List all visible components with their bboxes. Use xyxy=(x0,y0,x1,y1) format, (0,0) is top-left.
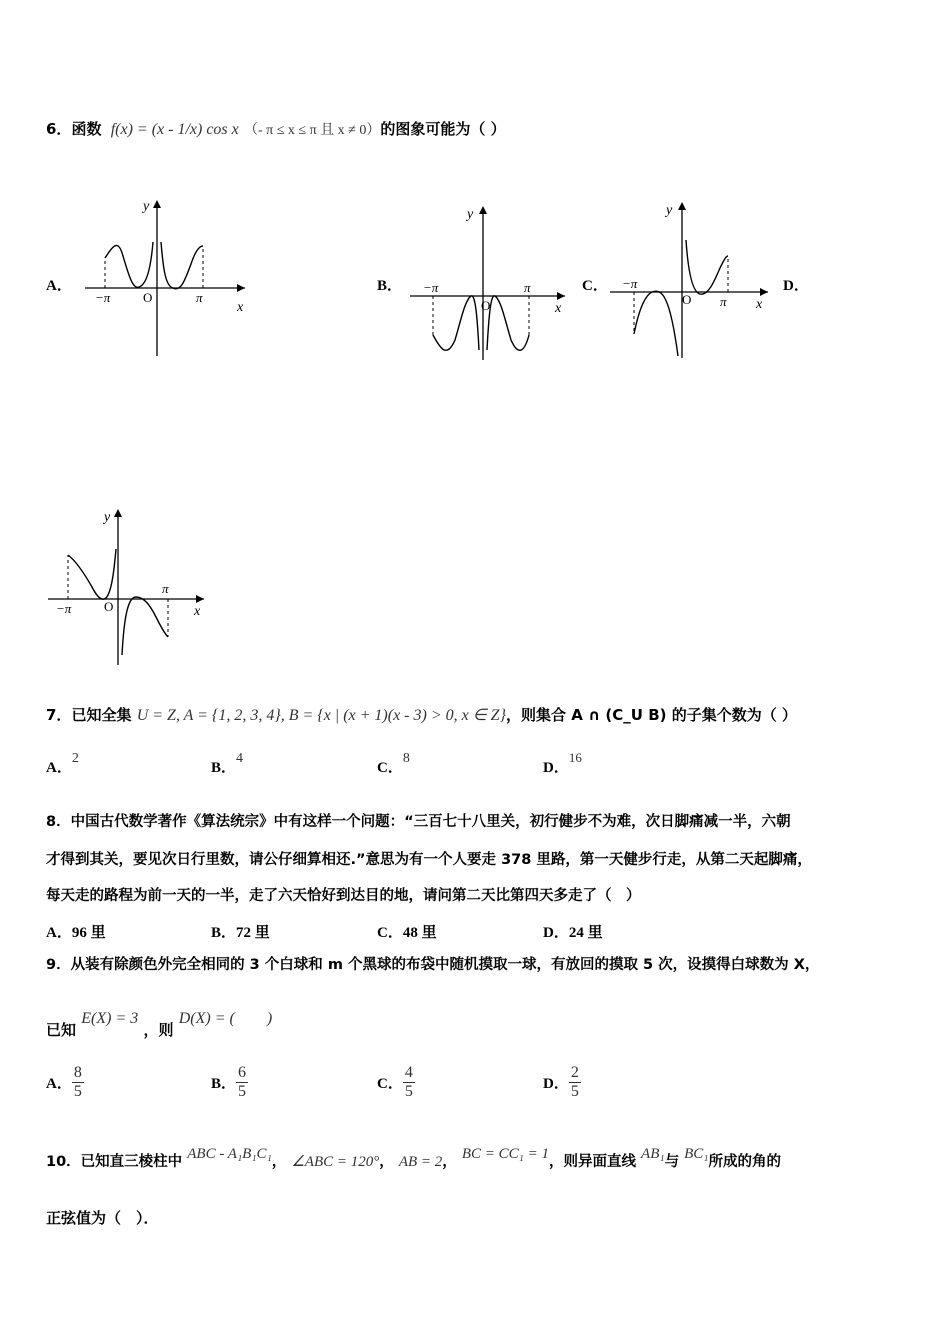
q10-with: 与 xyxy=(664,1154,680,1170)
q6-prefix: 函数 xyxy=(71,120,102,138)
q6-option-c-label: C． xyxy=(582,278,608,294)
q9-line2-mid: ，则 xyxy=(143,1021,174,1039)
graph-d-pi: π xyxy=(162,581,169,596)
q6-domain: （- π ≤ x ≤ π 且 x ≠ 0） xyxy=(243,123,381,138)
q7-option-a-value: 2 xyxy=(71,751,79,766)
q7-option-d-label: D． xyxy=(543,760,569,776)
graph-a-y-label: y xyxy=(143,199,150,214)
q8-option-c[interactable] xyxy=(377,921,437,942)
q7-suffix: ，则集合 A ∩ (C_U B) 的子集个数为（ ） xyxy=(505,706,797,724)
q10-mid: ，则异面直线 xyxy=(548,1154,636,1170)
graph-c-neg-pi: −π xyxy=(622,276,638,291)
graph-c-y-label: y xyxy=(666,203,673,218)
q9-option-d-fraction xyxy=(569,1064,581,1101)
q9-option-d[interactable] xyxy=(543,1064,581,1101)
q10-stem: 10．已知直三棱柱中 ABC - A₁B₁C₁， ∠ABC = 120°， AB = 2， BC = CC₁ = 1，则异面直线 AB₁与 BC₁所成的角的 xyxy=(46,1146,782,1170)
q8-option-d[interactable] xyxy=(543,921,603,942)
q7-option-b[interactable] xyxy=(211,751,244,777)
q7-option-d[interactable] xyxy=(543,750,582,777)
q10-end: 所成的角的 xyxy=(708,1154,782,1170)
q8-option-d-value: 24 里 xyxy=(568,925,603,941)
q10-line-b: BC₁ xyxy=(684,1146,709,1162)
q9-option-d-label: D． xyxy=(543,1076,569,1092)
q10-line-a: AB₁ xyxy=(641,1146,665,1162)
q8-option-d-label: D． xyxy=(543,925,569,941)
q6-option-b-label: B． xyxy=(377,278,403,294)
q8-option-b-value: 72 里 xyxy=(236,925,270,941)
q10-cond2: AB = 2 xyxy=(398,1154,443,1170)
q8-line-1: 8．中国古代数学著作《算法统宗》中有这样一个问题：“三百七十八里关，初行健步不为难，次日脚痛减一半，六朝 xyxy=(46,814,791,830)
q8-option-a-value: 96 里 xyxy=(71,925,106,941)
q7-option-c[interactable] xyxy=(377,751,410,777)
q9-option-a-den: 5 xyxy=(73,1083,82,1100)
q9-line-1: 9．从装有除颜色外完全相同的 3 个白球和 m 个黑球的布袋中随机摸取一球，有放回的摸取 5 次，设摸得白球数为 X， xyxy=(46,957,820,973)
graph-b-neg-pi: −π xyxy=(423,280,439,295)
q6-stem xyxy=(46,118,506,139)
q8-option-c-label: C． xyxy=(377,925,403,941)
graph-d-y-label: y xyxy=(104,510,111,525)
q6-option-a-label: A． xyxy=(46,278,72,294)
q8-option-a[interactable] xyxy=(46,921,106,942)
q9-option-b-fraction xyxy=(236,1064,248,1101)
q9-option-a-num: 8 xyxy=(73,1064,82,1081)
q6-suffix: 的图象可能为（ ） xyxy=(380,120,506,138)
q7-option-b-label: B． xyxy=(211,760,237,776)
q8-line-3: 每天走的路程为前一天的一半，走了六天恰好到达目的地，请问第二天比第四天多走了（ ） xyxy=(46,888,641,904)
q6-option-d-label: D． xyxy=(783,278,809,294)
graph-a-pi: π xyxy=(196,290,203,305)
q9-line2-prefix: 已知 xyxy=(46,1021,77,1039)
q7-option-a-label: A． xyxy=(46,760,72,776)
graph-a xyxy=(85,196,265,358)
graph-c-pi: π xyxy=(720,294,727,309)
q9-variance: D(X) = ( ) xyxy=(178,1010,273,1027)
q9-option-b-num: 6 xyxy=(238,1064,247,1081)
q9-option-c-den: 5 xyxy=(404,1083,413,1100)
graph-d-origin: O xyxy=(104,599,114,614)
graph-c-x-label: x xyxy=(756,297,763,312)
q7-number: 7． xyxy=(46,706,72,724)
q7-option-d-value: 16 xyxy=(568,750,582,765)
q9-option-d-den: 5 xyxy=(570,1083,579,1100)
q10-prism: ABC - A₁B₁C₁ xyxy=(187,1146,272,1162)
q8-option-c-value: 48 里 xyxy=(402,925,437,941)
q9-option-a-label: A． xyxy=(46,1076,72,1092)
q9-option-b-label: B． xyxy=(211,1076,237,1092)
q7-prefix: 已知全集 xyxy=(71,706,132,724)
q7-option-b-value: 4 xyxy=(236,751,244,766)
q9-option-c-num: 4 xyxy=(404,1064,413,1081)
q9-option-a[interactable] xyxy=(46,1064,84,1101)
q7-option-c-value: 8 xyxy=(402,751,410,766)
q9-option-b-den: 5 xyxy=(238,1083,247,1100)
q8-option-a-label: A． xyxy=(46,925,72,941)
q9-option-c-fraction xyxy=(403,1064,415,1101)
q7-set-def: U = Z, A = {1, 2, 3, 4}, B = {x | (x + 1)(x - 3) > 0, x ∈ Z} xyxy=(136,707,506,724)
graph-a-origin: O xyxy=(143,290,153,305)
graph-c-origin: O xyxy=(682,292,692,307)
q9-option-d-num: 2 xyxy=(570,1064,579,1081)
q6-number: 6． xyxy=(46,120,72,138)
graph-b-y-label: y xyxy=(467,207,474,222)
q8-option-b[interactable] xyxy=(211,921,270,942)
q10-cond3: BC = CC₁ = 1 xyxy=(461,1146,549,1162)
q9-option-a-fraction xyxy=(72,1064,84,1101)
q7-stem xyxy=(46,704,797,725)
q9-option-c[interactable] xyxy=(377,1064,415,1101)
q10-line-2: 正弦值为（ ）． xyxy=(46,1209,159,1227)
graph-b xyxy=(405,200,575,362)
graph-b-pi: π xyxy=(524,280,531,295)
q7-option-a[interactable] xyxy=(46,751,79,777)
graph-c xyxy=(608,196,780,360)
graph-d xyxy=(44,505,224,667)
q7-option-c-label: C． xyxy=(377,760,403,776)
q9-line-2 xyxy=(46,1005,273,1039)
q10-cond1: ∠ABC = 120° xyxy=(291,1154,380,1170)
graph-b-x-label: x xyxy=(555,301,562,316)
q9-expectation: E(X) = 3 xyxy=(81,1010,139,1027)
q6-formula: f(x) = (x - 1/x) cos x xyxy=(110,121,239,138)
graph-d-x-label: x xyxy=(194,604,201,619)
q8-option-b-label: B． xyxy=(211,925,237,941)
q10-prefix: 10．已知直三棱柱中 xyxy=(46,1154,183,1170)
q9-option-c-label: C． xyxy=(377,1076,403,1092)
graph-d-neg-pi: −π xyxy=(56,601,72,616)
q9-option-b[interactable] xyxy=(211,1064,248,1101)
graph-a-neg-pi: −π xyxy=(95,290,111,305)
q8-line-2: 才得到其关，要见次日行里数，请公仔细算相还.”意思为有一个人要走 378 里路，第一天健步行走，从第二天起脚痛， xyxy=(46,852,812,868)
graph-a-x-label: x xyxy=(237,300,244,315)
graph-b-origin: O xyxy=(481,298,491,313)
